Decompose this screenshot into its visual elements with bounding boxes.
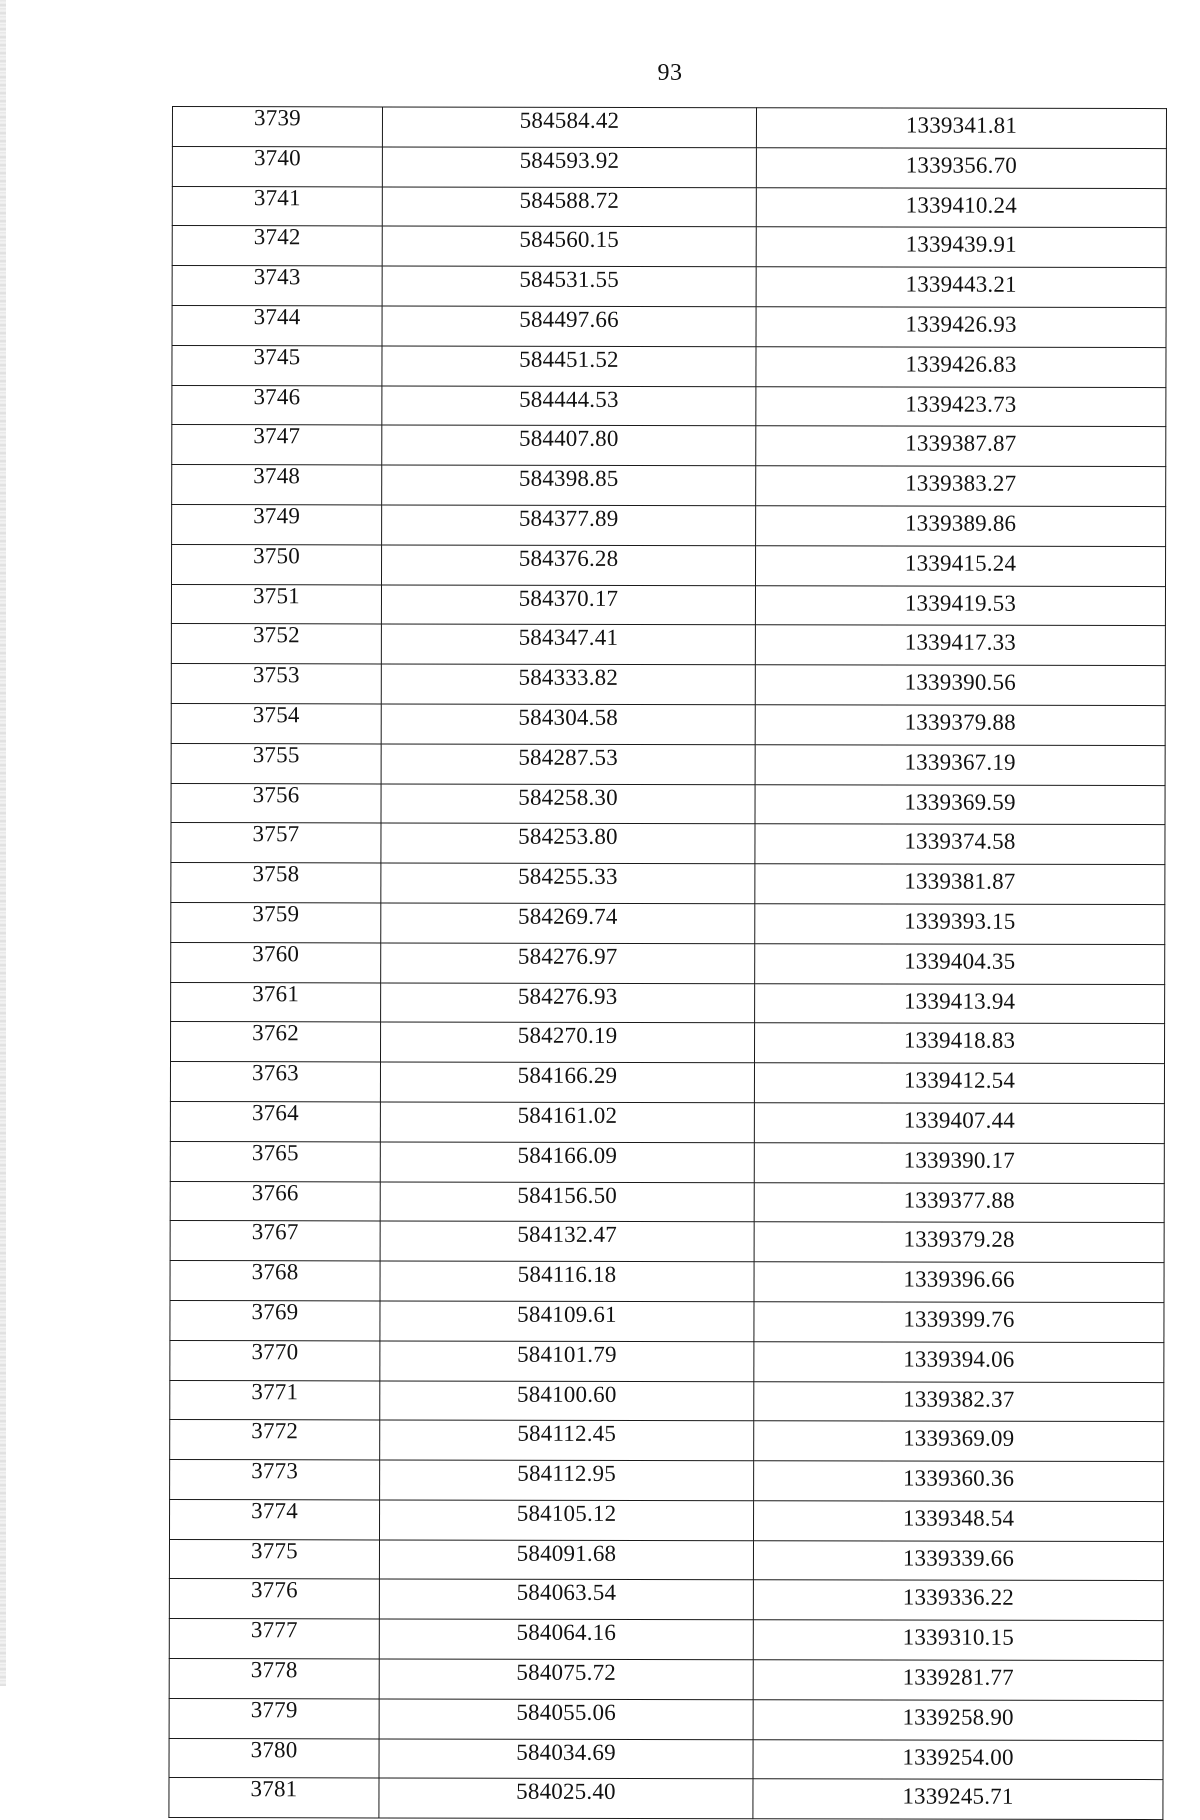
point-number-cell: 3779 <box>169 1698 379 1738</box>
table-row <box>169 1619 1163 1661</box>
x-coordinate-cell: 584347.41 <box>381 624 755 665</box>
y-coordinate-cell: 1339410.24 <box>756 187 1166 228</box>
x-coordinate-cell: 584156.50 <box>380 1181 754 1222</box>
table-row <box>171 584 1165 626</box>
y-coordinate-cell: 1339390.56 <box>755 665 1165 706</box>
y-coordinate-cell: 1339426.93 <box>756 307 1166 348</box>
point-number-cell: 3746 <box>172 385 382 425</box>
x-coordinate-cell: 584253.80 <box>381 823 755 864</box>
table-row <box>171 783 1165 825</box>
y-coordinate-cell: 1339379.28 <box>754 1222 1164 1263</box>
table-row <box>170 1261 1164 1303</box>
x-coordinate-cell: 584055.06 <box>379 1699 753 1740</box>
y-coordinate-cell: 1339369.59 <box>755 784 1165 825</box>
table-row <box>172 146 1166 188</box>
y-coordinate-cell: 1339390.17 <box>754 1142 1164 1183</box>
point-number-cell: 3757 <box>171 823 381 863</box>
point-number-cell: 3774 <box>169 1499 379 1539</box>
table-row <box>169 1499 1163 1541</box>
table-row <box>170 1101 1164 1143</box>
table-row <box>169 1698 1163 1740</box>
y-coordinate-cell: 1339310.15 <box>753 1620 1163 1661</box>
point-number-cell: 3769 <box>170 1300 380 1340</box>
point-number-cell: 3766 <box>170 1181 380 1221</box>
point-number-cell: 3760 <box>171 942 381 982</box>
point-number-cell: 3743 <box>172 266 382 306</box>
table-row <box>172 226 1166 268</box>
table-row <box>171 863 1165 905</box>
point-number-cell: 3767 <box>170 1221 380 1261</box>
y-coordinate-cell: 1339412.54 <box>754 1063 1164 1104</box>
x-coordinate-cell: 584034.69 <box>379 1739 753 1780</box>
table-row <box>171 624 1165 666</box>
y-coordinate-cell: 1339387.87 <box>756 426 1166 467</box>
x-coordinate-cell: 584370.17 <box>381 585 755 626</box>
y-coordinate-cell: 1339377.88 <box>754 1182 1164 1223</box>
table-body <box>169 107 1167 1820</box>
table-row <box>169 1778 1163 1820</box>
x-coordinate-cell: 584112.45 <box>380 1420 754 1461</box>
point-number-cell: 3777 <box>169 1619 379 1659</box>
x-coordinate-cell: 584333.82 <box>381 664 755 705</box>
point-number-cell: 3776 <box>169 1579 379 1619</box>
point-number-cell: 3759 <box>171 902 381 942</box>
table-row <box>172 266 1166 308</box>
table-row <box>170 1460 1164 1502</box>
x-coordinate-cell: 584287.53 <box>381 744 755 785</box>
scan-edge <box>0 0 6 1686</box>
table-row <box>170 1380 1164 1422</box>
point-number-cell: 3773 <box>170 1460 380 1500</box>
y-coordinate-cell: 1339407.44 <box>754 1103 1164 1144</box>
point-number-cell: 3752 <box>171 624 381 664</box>
x-coordinate-cell: 584276.97 <box>381 943 755 984</box>
point-number-cell: 3741 <box>172 186 382 226</box>
y-coordinate-cell: 1339418.83 <box>754 1023 1164 1064</box>
x-coordinate-cell: 584407.80 <box>382 425 756 466</box>
point-number-cell: 3751 <box>171 584 381 624</box>
y-coordinate-cell: 1339423.73 <box>756 386 1166 427</box>
y-coordinate-cell: 1339381.87 <box>755 864 1165 905</box>
x-coordinate-cell: 584101.79 <box>380 1341 754 1382</box>
table-row <box>170 1181 1164 1223</box>
x-coordinate-cell: 584398.85 <box>382 465 756 506</box>
x-coordinate-cell: 584063.54 <box>379 1579 753 1620</box>
point-number-cell: 3755 <box>171 743 381 783</box>
point-number-cell: 3748 <box>172 465 382 505</box>
x-coordinate-cell: 584255.33 <box>381 863 755 904</box>
y-coordinate-cell: 1339254.00 <box>753 1739 1163 1780</box>
y-coordinate-cell: 1339439.91 <box>756 227 1166 268</box>
x-coordinate-cell: 584161.02 <box>380 1102 754 1143</box>
table-row <box>172 465 1166 507</box>
x-coordinate-cell: 584593.92 <box>382 147 756 188</box>
table-row <box>170 1340 1164 1382</box>
y-coordinate-cell: 1339396.66 <box>754 1262 1164 1303</box>
table-row <box>170 1022 1164 1064</box>
point-number-cell: 3747 <box>172 425 382 465</box>
table-row <box>172 305 1166 347</box>
point-number-cell: 3771 <box>170 1380 380 1420</box>
point-number-cell: 3745 <box>172 345 382 385</box>
point-number-cell: 3739 <box>172 107 382 147</box>
x-coordinate-cell: 584588.72 <box>382 187 756 228</box>
table-row <box>172 186 1166 228</box>
x-coordinate-cell: 584584.42 <box>382 107 756 148</box>
table-row <box>169 1738 1163 1780</box>
y-coordinate-cell: 1339383.27 <box>756 466 1166 507</box>
x-coordinate-cell: 584166.09 <box>380 1142 754 1183</box>
point-number-cell: 3764 <box>170 1101 380 1141</box>
y-coordinate-cell: 1339419.53 <box>755 585 1165 626</box>
x-coordinate-cell: 584444.53 <box>382 386 756 427</box>
y-coordinate-cell: 1339258.90 <box>753 1700 1163 1741</box>
table-row <box>170 1420 1164 1462</box>
point-number-cell: 3765 <box>170 1141 380 1181</box>
x-coordinate-cell: 584304.58 <box>381 704 755 745</box>
x-coordinate-cell: 584100.60 <box>380 1380 754 1421</box>
point-number-cell: 3758 <box>171 863 381 903</box>
x-coordinate-cell: 584377.89 <box>382 505 756 546</box>
y-coordinate-cell: 1339393.15 <box>755 904 1165 945</box>
table-row <box>170 1141 1164 1183</box>
y-coordinate-cell: 1339245.71 <box>753 1779 1163 1820</box>
x-coordinate-cell: 584497.66 <box>382 306 756 347</box>
table-row <box>172 504 1166 546</box>
x-coordinate-cell: 584166.29 <box>380 1062 754 1103</box>
y-coordinate-cell: 1339382.37 <box>754 1381 1164 1422</box>
point-number-cell: 3763 <box>170 1062 380 1102</box>
table-row <box>169 1659 1163 1701</box>
x-coordinate-cell: 584269.74 <box>381 903 755 944</box>
point-number-cell: 3744 <box>172 305 382 345</box>
x-coordinate-cell: 584091.68 <box>379 1540 753 1581</box>
table-row <box>171 544 1165 586</box>
y-coordinate-cell: 1339415.24 <box>755 545 1165 586</box>
point-number-cell: 3740 <box>172 146 382 186</box>
x-coordinate-cell: 584560.15 <box>382 226 756 267</box>
x-coordinate-cell: 584531.55 <box>382 266 756 307</box>
y-coordinate-cell: 1339339.66 <box>753 1540 1163 1581</box>
table-row <box>171 703 1165 745</box>
point-number-cell: 3753 <box>171 664 381 704</box>
table-row <box>172 385 1166 427</box>
table-row <box>169 1579 1163 1621</box>
x-coordinate-cell: 584376.28 <box>381 545 755 586</box>
coordinate-table <box>168 106 1167 1820</box>
point-number-cell: 3781 <box>169 1778 379 1818</box>
y-coordinate-cell: 1339389.86 <box>756 506 1166 547</box>
x-coordinate-cell: 584112.95 <box>380 1460 754 1501</box>
y-coordinate-cell: 1339404.35 <box>755 943 1165 984</box>
point-number-cell: 3761 <box>171 982 381 1022</box>
x-coordinate-cell: 584105.12 <box>379 1500 753 1541</box>
y-coordinate-cell: 1339417.33 <box>755 625 1165 666</box>
coordinate-table-wrapper <box>172 106 1166 1818</box>
table-row <box>171 902 1165 944</box>
table-row <box>169 1539 1163 1581</box>
point-number-cell: 3749 <box>172 504 382 544</box>
x-coordinate-cell: 584258.30 <box>381 783 755 824</box>
y-coordinate-cell: 1339281.77 <box>753 1660 1163 1701</box>
y-coordinate-cell: 1339360.36 <box>754 1461 1164 1502</box>
table-row <box>171 743 1165 785</box>
x-coordinate-cell: 584116.18 <box>380 1261 754 1302</box>
y-coordinate-cell: 1339367.19 <box>755 744 1165 785</box>
point-number-cell: 3768 <box>170 1261 380 1301</box>
table-row <box>171 982 1165 1024</box>
y-coordinate-cell: 1339348.54 <box>753 1501 1163 1542</box>
x-coordinate-cell: 584064.16 <box>379 1619 753 1660</box>
y-coordinate-cell: 1339369.09 <box>754 1421 1164 1462</box>
point-number-cell: 3778 <box>169 1659 379 1699</box>
x-coordinate-cell: 584025.40 <box>379 1778 753 1819</box>
y-coordinate-cell: 1339379.88 <box>755 705 1165 746</box>
y-coordinate-cell: 1339336.22 <box>753 1580 1163 1621</box>
table-row <box>171 664 1165 706</box>
point-number-cell: 3742 <box>172 226 382 266</box>
x-coordinate-cell: 584451.52 <box>382 346 756 387</box>
x-coordinate-cell: 584276.93 <box>381 982 755 1023</box>
y-coordinate-cell: 1339413.94 <box>755 983 1165 1024</box>
y-coordinate-cell: 1339341.81 <box>756 108 1166 149</box>
table-row <box>170 1062 1164 1104</box>
table-row <box>172 345 1166 387</box>
table-row <box>172 425 1166 467</box>
table-row <box>171 823 1165 865</box>
table-row <box>170 1221 1164 1263</box>
point-number-cell: 3754 <box>171 703 381 743</box>
page-number: 93 <box>657 60 683 86</box>
y-coordinate-cell: 1339374.58 <box>755 824 1165 865</box>
point-number-cell: 3770 <box>170 1340 380 1380</box>
point-number-cell: 3780 <box>169 1738 379 1778</box>
table-row <box>171 942 1165 984</box>
y-coordinate-cell: 1339426.83 <box>756 347 1166 388</box>
x-coordinate-cell: 584075.72 <box>379 1659 753 1700</box>
point-number-cell: 3762 <box>170 1022 380 1062</box>
point-number-cell: 3756 <box>171 783 381 823</box>
point-number-cell: 3750 <box>171 544 381 584</box>
x-coordinate-cell: 584270.19 <box>380 1022 754 1063</box>
y-coordinate-cell: 1339399.76 <box>754 1302 1164 1343</box>
point-number-cell: 3772 <box>170 1420 380 1460</box>
table-row <box>170 1300 1164 1342</box>
point-number-cell: 3775 <box>169 1539 379 1579</box>
x-coordinate-cell: 584132.47 <box>380 1221 754 1262</box>
x-coordinate-cell: 584109.61 <box>380 1301 754 1342</box>
y-coordinate-cell: 1339356.70 <box>756 148 1166 189</box>
table-row <box>172 107 1166 149</box>
y-coordinate-cell: 1339443.21 <box>756 267 1166 308</box>
y-coordinate-cell: 1339394.06 <box>754 1341 1164 1382</box>
